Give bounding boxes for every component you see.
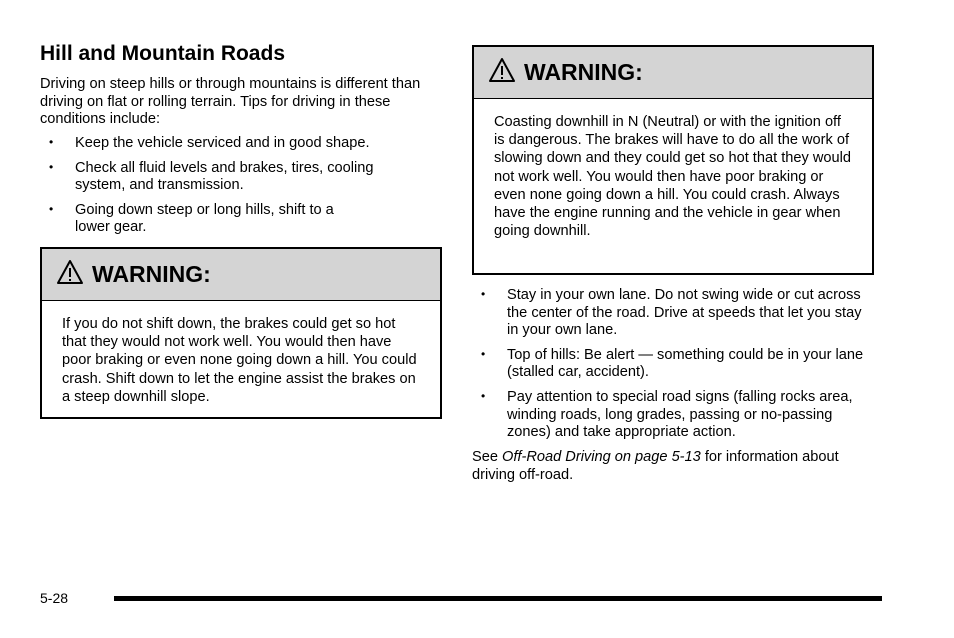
warning-title: WARNING: xyxy=(524,59,643,85)
bullet-icon: • xyxy=(49,201,54,216)
cross-reference-link[interactable]: Off-Road Driving on page 5-13 xyxy=(502,449,701,465)
warning-triangle-icon xyxy=(488,57,516,88)
list-item: • Check all fluid levels and brakes, tires, cooling system, and transmission. xyxy=(49,159,374,194)
bullet-icon: • xyxy=(481,388,486,403)
warning-body xyxy=(42,301,440,418)
list-item: • Stay in your own lane. Do not swing wide or cut across the center of the road. Drive at speeds that let you stay in your own lane. xyxy=(481,287,862,339)
warning-text: Coasting downhill in N (Neutral) or with the ignition off is dangerous. The brakes will have to do all the work of slowing down and they could get so hot that they would not work well. You would then have poor braking or even none going down a hill. You could crash. Always have the engine running and the vehicle in gear when going downhill. xyxy=(494,114,851,240)
warning-text: If you do not shift down, the brakes could get so hot that they would not work well. You would then have poor braking or even none going down a hill. You could crash. Shift down to let the engine assist the brakes on a steep downhill slope. xyxy=(62,316,417,405)
bullet-icon: • xyxy=(49,159,54,174)
tips-list xyxy=(40,135,440,237)
footer-rule xyxy=(114,596,882,601)
see-also-paragraph: See Off-Road Driving on page 5-13 for information about driving off-road. xyxy=(472,449,839,483)
tips-list xyxy=(472,287,872,442)
warning-box xyxy=(472,45,874,275)
warning-header xyxy=(474,47,872,99)
list-item: • Going down steep or long hills, shift to a lower gear. xyxy=(49,201,334,236)
list-item: • Pay attention to special road signs (falling rocks area, winding roads, long grades, passing or no-passing zones) and take appropriate action. xyxy=(481,388,853,441)
list-item: • Keep the vehicle serviced and in good shape. xyxy=(49,135,370,151)
warning-title: WARNING: xyxy=(92,261,211,287)
bullet-icon: • xyxy=(481,287,486,301)
warning-triangle-icon xyxy=(56,259,84,290)
page-number: 5-28 xyxy=(40,590,69,606)
warning-body xyxy=(474,99,872,252)
list-item: • Top of hills: Be alert — something could be in your lane (stalled car, accident). xyxy=(481,346,864,381)
warning-box xyxy=(40,247,442,419)
bullet-icon: • xyxy=(481,346,486,361)
intro-paragraph: Driving on steep hills or through mountains is different than driving on flat or rolling terrain. Tips for driving in these conditions include: xyxy=(40,76,421,128)
bullet-icon: • xyxy=(49,135,54,149)
warning-header xyxy=(42,249,440,301)
section-heading: Hill and Mountain Roads xyxy=(40,42,285,65)
